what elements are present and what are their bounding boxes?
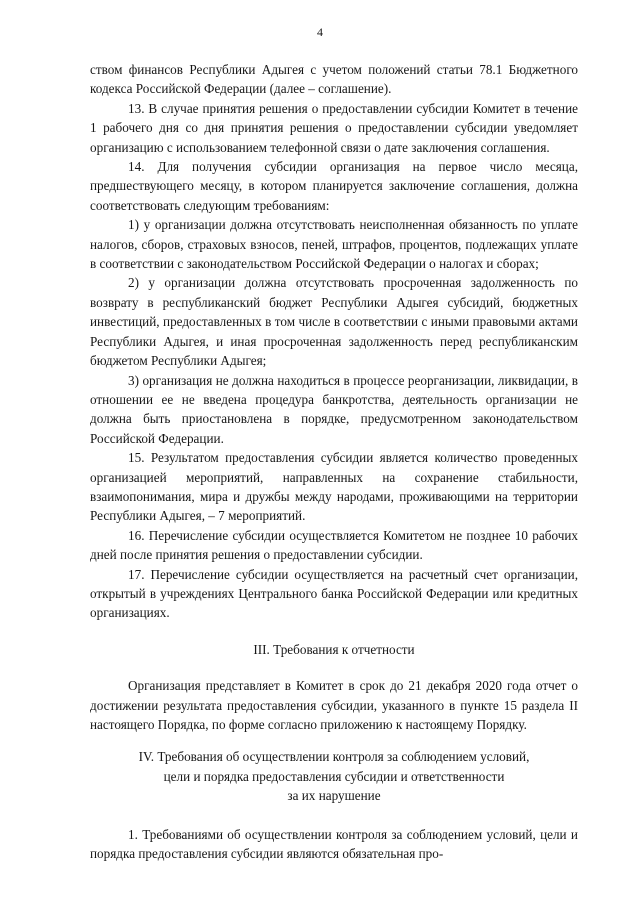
- section-4-heading-line-1: IV. Требования об осуществлении контроля за соблюдением условий,: [138, 749, 530, 765]
- paragraph-14-item-2: 2) у организации должна отсутствовать просроченная задолженность по возврату в республиканский бюджет Республики Адыгея субсидий, бюджетных инвестиций, предоставленных в том числе в соответствии с иными правовыми актами Республики Адыгея, и иная просроченная задолженность перед республиканским бюджетом Республики Адыгея;: [90, 275, 578, 369]
- paragraph-15: 15. Результатом предоставления субсидии является количество проведенных организацией мероприятий, направленных на сохранение стабильности, взаимопонимания, мира и дружбы между народами, проживающими на территории Республики Адыгея, – 7 мероприятий.: [90, 450, 578, 524]
- section-4-heading: [90, 747, 578, 805]
- paragraph-continuation: ством финансов Республики Адыгея с учетом положений статьи 78.1 Бюджетного кодекса Российской Федерации (далее – соглашение).: [90, 62, 578, 97]
- page-number: 4: [317, 25, 323, 39]
- paragraph-14-item-3: 3) организация не должна находиться в процессе реорганизации, ликвидации, в отношении ее не введена процедура банкротства, деятельность организации не должна быть приостановлена в порядке, предусмотренном законодательством Российской Федерации.: [90, 372, 578, 446]
- paragraph-14: 14. Для получения субсидии организация на первое число месяца, предшествующего месяцу, в котором планируется заключение соглашения, должна соответствовать следующим требованиям:: [90, 159, 578, 213]
- section-4-paragraph-1: 1. Требованиями об осуществлении контроля за соблюдением условий, цели и порядка предоставления субсидии являются обязательная про-: [90, 826, 578, 862]
- paragraph-13: 13. В случае принятия решения о предоставлении субсидии Комитет в течение 1 рабочего дня со дня принятия решения о предоставлении субсидии уведомляет организацию с использованием телефонной связи о дате заключения соглашения.: [90, 100, 578, 155]
- document-body: [90, 60, 578, 863]
- section-3-paragraph: Организация представляет в Комитет в срок до 21 декабря 2020 года отчет о достижении результата предоставления субсидии, указанного в пункте 15 раздела II настоящего Порядка, по форме согласно приложению к настоящему Порядку.: [90, 678, 578, 732]
- section-4-heading-line-2: цели и порядка предоставления субсидии и ответственности: [163, 768, 505, 784]
- paragraph-14-item-1: 1) у организации должна отсутствовать неисполненная обязанность по уплате налогов, сборов, страховых взносов, пеней, штрафов, процентов, подлежащих уплате в соответствии с законодательством Российской Федерации о налогах и сборах;: [90, 217, 578, 272]
- paragraph-16: 16. Перечисление субсидии осуществляется Комитетом не позднее 10 рабочих дней после принятия решения о предоставлении субсидии.: [90, 527, 578, 563]
- section-3-heading: III. Требования к отчетности: [253, 641, 415, 657]
- section-4-heading-line-3: за их нарушение: [287, 788, 381, 804]
- paragraph-17: 17. Перечисление субсидии осуществляется на расчетный счет организации, открытый в учреждениях Центрального банка Российской Федерации или кредитных организациях.: [90, 566, 578, 621]
